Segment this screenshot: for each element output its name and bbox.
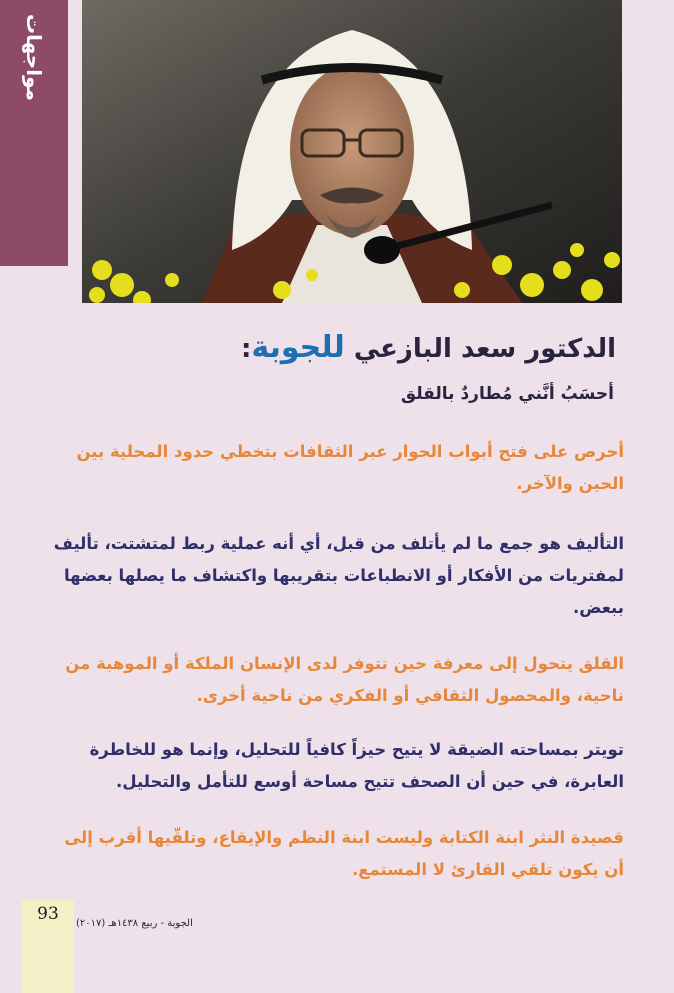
issue-footer: الجوبة - ربيع ١٤٣٨هـ (٢٠١٧) — [76, 918, 193, 929]
interview-subtitle: أحسَبُ أنَّني مُطاردٌ بالقلق — [400, 384, 614, 404]
title-lead: الدكتور سعد البازعي — [344, 334, 616, 364]
section-tab-label: مواجهات — [22, 14, 46, 102]
quote-4: تويتر بمساحته الضيقة لا يتيح حيزاً كافياً للتحليل، وإنما هو للخاطرة العابرة، في حين أن الصحف تتيح مساحة أوسع للتأمل والتحليل. — [89, 740, 624, 791]
title-colon: : — [240, 334, 252, 364]
quote-3: القلق يتحول إلى معرفة حين تتوفر لدى الإنسان الملكة أو الموهبة من ناحية، والمحصول الثقافي أو الفكري من ناحية أخرى. — [65, 654, 624, 705]
quote-5: قصيدة النثر ابنة الكتابة وليست ابنة النظم والإيقاع، وتلقّيها أقرب إلى أن يكون تلقي القارئ لا المستمع. — [64, 828, 624, 879]
page-number: 93 — [37, 904, 59, 924]
section-tab — [0, 0, 68, 266]
quote-2: التأليف هو جمع ما لم يأتلف من قبل، أي أنه عملية ربط لمتشتت، تأليف لمفتريات من الأفكار أو الانطباعات بتقريبها واكتشاف ما يصلها بعضها ببعض. — [53, 534, 624, 617]
portrait-photo — [82, 0, 622, 303]
quote-1: أحرص على فتح أبواب الحوار عبر الثقافات بتخطي حدود المحلية بين الحين والآخر. — [76, 442, 624, 493]
interview-title — [56, 330, 616, 365]
title-brand: للجوبة — [251, 330, 345, 365]
